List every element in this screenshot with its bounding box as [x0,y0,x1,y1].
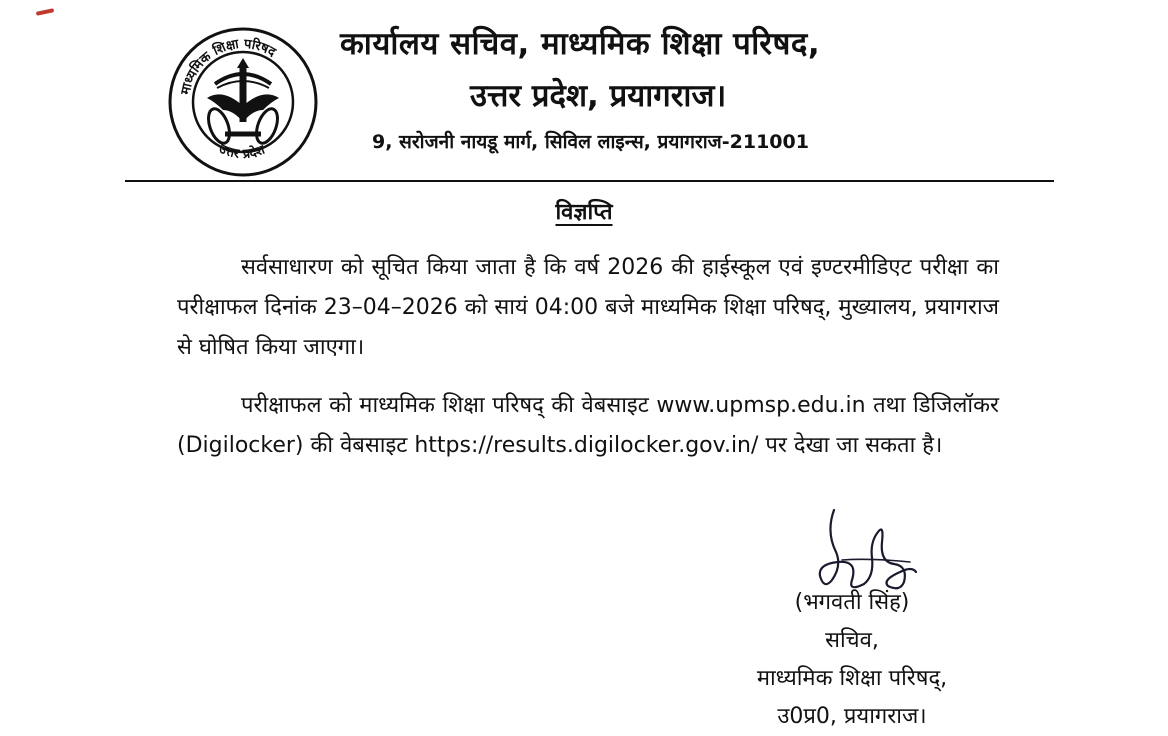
emblem-text-bottom: उत्तर प्रदेश [216,141,268,163]
signatory-location: उ0प्र0, प्रयागराज। [777,704,927,729]
notice-paragraph-2 [177,386,999,466]
signatory-name: (भगवती सिंह) [794,590,910,615]
office-location: उत्तर प्रदेश, प्रयागराज। [470,78,727,114]
notice-heading: विज्ञप्ति [555,200,613,225]
paragraph-2-text: परीक्षाफल को माध्यमिक शिक्षा परिषद् की वेबसाइट www.upmsp.edu.in तथा डिजिलॉकर (Digilocker) की वेबसाइट https://results.digilocker.gov.in/ पर देखा जा सकता है। [177,393,999,458]
paragraph-1-text: सर्वसाधारण को सूचित किया जाता है कि वर्ष 2026 की हाईस्कूल एवं इण्टरमीडिएट परीक्षा का परीक्षाफल दिनांक 23–04–2026 को सायं 04:00 बजे माध्यमिक शिक्षा परिषद्, मुख्यालय, प्रयागराज से घोषित किया जाएगा। [177,255,999,360]
corner-mark [36,8,54,16]
signatory-block [722,584,982,736]
office-title: कार्यालय सचिव, माध्यमिक शिक्षा परिषद, [340,26,821,62]
notice-paragraph-1 [177,248,999,368]
handwritten-signature [812,502,922,594]
header-divider [125,180,1054,182]
emblem-text-top: माध्यमिक शिक्षा परिषद [178,36,279,97]
signatory-organization: माध्यमिक शिक्षा परिषद्, [756,666,948,691]
office-address: 9, सरोजनी नायडू मार्ग, सिविल लाइन्स, प्रयागराज-211001 [372,131,809,153]
notice-heading-row [0,196,1168,226]
board-emblem-icon [167,26,319,178]
signatory-designation: सचिव, [825,628,879,653]
